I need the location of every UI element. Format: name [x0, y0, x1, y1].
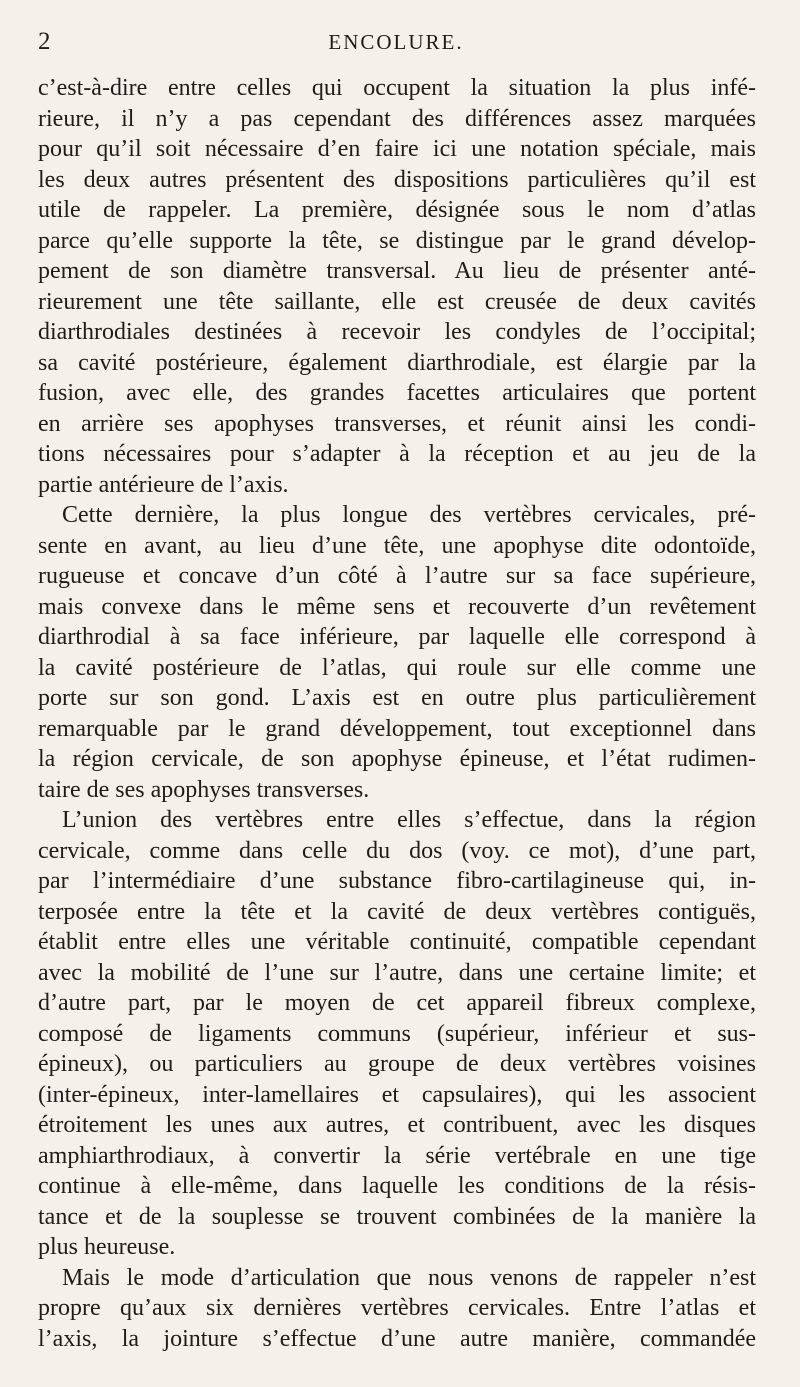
text-line: la région cervicale, de son apophyse épineuse, et l’état rudimen-	[38, 746, 756, 772]
text-line: établit entre elles une véritable continuité, compatible cependant	[38, 929, 756, 955]
text-line: l’axis, la jointure s’effectue d’une autre manière, commandée	[38, 1325, 756, 1352]
text-line: taire de ses apophyses transverses.	[38, 776, 370, 803]
text-line: amphiarthrodiaux, à convertir la série vertébrale en une tige	[38, 1142, 756, 1169]
text-line: par l’intermédiaire d’une substance fibro-cartilagineuse qui, in-	[38, 868, 756, 894]
text-line: sente en avant, au lieu d’une tête, une apophyse dite odontoïde,	[38, 532, 756, 559]
text-line: pour qu’il soit nécessaire d’en faire ici une notation spéciale, mais	[38, 136, 756, 162]
text-line: utile de rappeler. La première, désignée sous le nom d’atlas	[38, 197, 756, 223]
text-line: mais convexe dans le même sens et recouverte d’un revêtement	[38, 593, 756, 620]
text-line: étroitement les unes aux autres, et contribuent, avec les disques	[38, 1112, 756, 1138]
text-line: épineux), ou particuliers au groupe de deux vertèbres voisines	[38, 1051, 756, 1077]
text-line: propre qu’aux six dernières vertèbres cervicales. Entre l’atlas et	[38, 1295, 756, 1321]
text-line: porte sur son gond. L’axis est en outre plus particulièrement	[38, 685, 756, 711]
text-line: Cette dernière, la plus longue des vertèbres cervicales, pré-	[62, 502, 756, 528]
text-line: fusion, avec elle, des grandes facettes articulaires que portent	[38, 380, 756, 406]
text-line: L’union des vertèbres entre elles s’effectue, dans la région	[62, 807, 756, 833]
text-line: composé de ligaments communs (supérieur, inférieur et sus-	[38, 1020, 756, 1047]
running-title: ENCOLURE.	[328, 30, 464, 54]
text-line: tance et de la souplesse se trouvent combinées de la manière la	[38, 1203, 756, 1230]
text-line: cervicale, comme dans celle du dos (voy. ce mot), d’une part,	[38, 837, 756, 864]
text-line: tions nécessaires pour s’adapter à la réception et au jeu de la	[38, 441, 756, 467]
page-number: 2	[38, 28, 51, 55]
page-header	[38, 28, 754, 60]
text-line: sa cavité postérieure, également diarthrodiale, est élargie par la	[38, 349, 756, 376]
text-line: (inter-épineux, inter-lamellaires et capsulaires), qui les associent	[38, 1081, 756, 1108]
text-line: remarquable par le grand développement, tout exceptionnel dans	[38, 715, 756, 742]
text-line: diarthrodial à sa face inférieure, par laquelle elle correspond à	[38, 624, 756, 650]
text-line: rieurement une tête saillante, elle est creusée de deux cavités	[38, 288, 756, 315]
body-text	[38, 73, 756, 1354]
text-line: diarthrodiales destinées à recevoir les condyles de l’occipital;	[38, 319, 756, 345]
text-line: en arrière ses apophyses transverses, et réunit ainsi les condi-	[38, 410, 756, 437]
text-line: Mais le mode d’articulation que nous venons de rappeler n’est	[62, 1264, 756, 1291]
text-line: rieure, il n’y a pas cependant des différences assez marquées	[38, 105, 756, 132]
text-line: d’autre part, par le moyen de cet appareil fibreux complexe,	[38, 990, 756, 1016]
text-line: continue à elle-même, dans laquelle les conditions de la résis-	[38, 1173, 756, 1199]
text-line: avec la mobilité de l’une sur l’autre, dans une certaine limite; et	[38, 959, 756, 986]
text-line: les deux autres présentent des dispositions particulières qu’il est	[38, 166, 756, 193]
text-line: pement de son diamètre transversal. Au lieu de présenter anté-	[38, 258, 756, 284]
text-line: plus heureuse.	[38, 1234, 176, 1260]
text-line: la cavité postérieure de l’atlas, qui roule sur elle comme une	[38, 654, 756, 681]
text-line: c’est-à-dire entre celles qui occupent la situation la plus infé-	[38, 75, 756, 101]
text-line: partie antérieure de l’axis.	[38, 471, 289, 498]
text-line: rugueuse et concave d’un côté à l’autre sur sa face supérieure,	[38, 563, 756, 589]
text-line: parce qu’elle supporte la tête, se distingue par le grand dévelop-	[38, 227, 756, 254]
text-line: terposée entre la tête et la cavité de deux vertèbres contiguës,	[38, 898, 756, 925]
